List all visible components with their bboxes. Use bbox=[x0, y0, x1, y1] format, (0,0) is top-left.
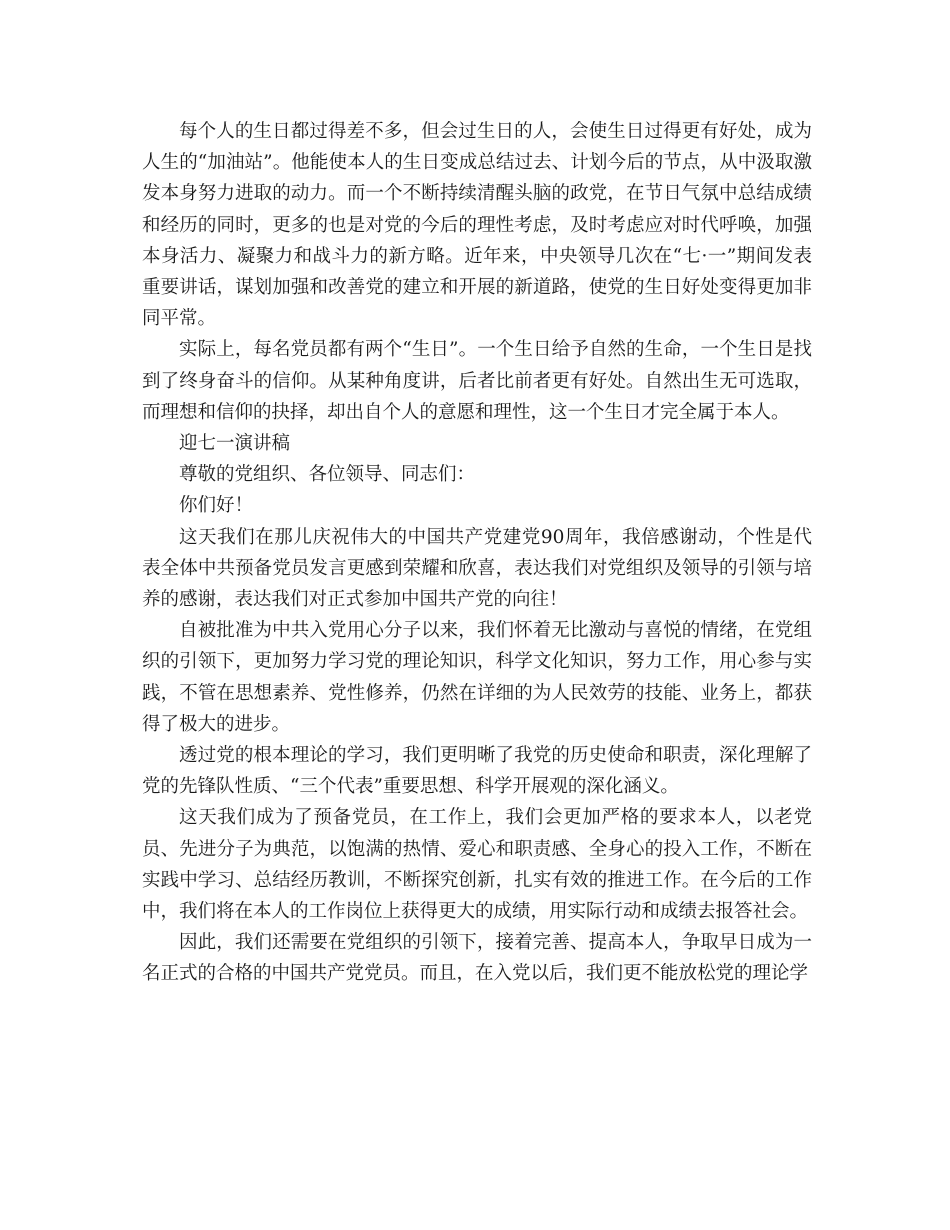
paragraph-work-commitment: 这天我们成为了预备党员，在工作上，我们会更加严格的要求本人，以老党员、先进分子为典范，以饱满的热情、爱心和职责感、全身心的投入工作，不断在实践中学习、总结经历教训，不断探究创新，扎实有效的推进工作。在今后的工作中，我们将在本人的工作岗位上获得更大的成绩，用实际行动和成绩去报答社会。 bbox=[142, 807, 812, 923]
paragraph-continued-improvement: 因此，我们还需要在党组织的引领下，接着完善、提高本人，争取早日成为一名正式的合格的中国共产党党员。而且，在入党以后，我们更不能放松党的理论学 bbox=[142, 932, 812, 985]
paragraph-celebration: 这天我们在那儿庆祝伟大的中国共产党建党90周年，我倍感谢动，个性是代表全体中共预备党员发言更感到荣耀和欣喜，表达我们对党组织及领导的引领与培养的感谢，表达我们对正式参加中国共产党的向往！ bbox=[142, 526, 812, 611]
speech-title: 迎七一演讲稿 bbox=[179, 433, 291, 455]
greeting: 你们好！ bbox=[179, 495, 254, 517]
paragraph-progress: 自被批准为中共入党用心分子以来，我们怀着无比激动与喜悦的情绪，在党组织的引领下，更加努力学习党的理论知识，科学文化知识，努力工作，用心参与实践，不管在思想素养、党性修养，仍然在详细的为人民效劳的技能、业务上，都获得了极大的进步。 bbox=[142, 620, 812, 735]
paragraph-two-birthdays: 实际上，每名党员都有两个“生日”。一个生日给予自然的生命，一个生日是找到了终身奋斗的信仰。从某种角度讲，后者比前者更有好处。自然出生无可选取，而理想和信仰的抉择，却出自个人的意愿和理性，这一个生日才完全属于本人。 bbox=[142, 339, 812, 423]
salutation: 尊敬的党组织、各位领导、同志们： bbox=[179, 464, 476, 486]
paragraph-theory-study: 透过党的根本理论的学习，我们更明晰了我党的历史使命和职责，深化理解了党的先锋队性质、“三个代表”重要思想、科学开展观的深化涵义。 bbox=[142, 745, 812, 798]
document-body bbox=[142, 116, 812, 990]
paragraph-birthday-meaning: 每个人的生日都过得差不多，但会过生日的人，会使生日过得更有好处，成为人生的“加油站”。他能使本人的生日变成总结过去、计划今后的节点，从中汲取激发本身努力进取的动力。而一个不断持续清醒头脑的政党，在节日气氛中总结成绩和经历的同时，更多的也是对党的今后的理性考虑，及时考虑应对时代呼唤，加强本身活力、凝聚力和战斗力的新方略。近年来，中央领导几次在“七·一”期间发表重要讲话，谋划加强和改善党的建立和开展的新道路，使党的生日好处变得更加非同平常。 bbox=[142, 121, 812, 330]
